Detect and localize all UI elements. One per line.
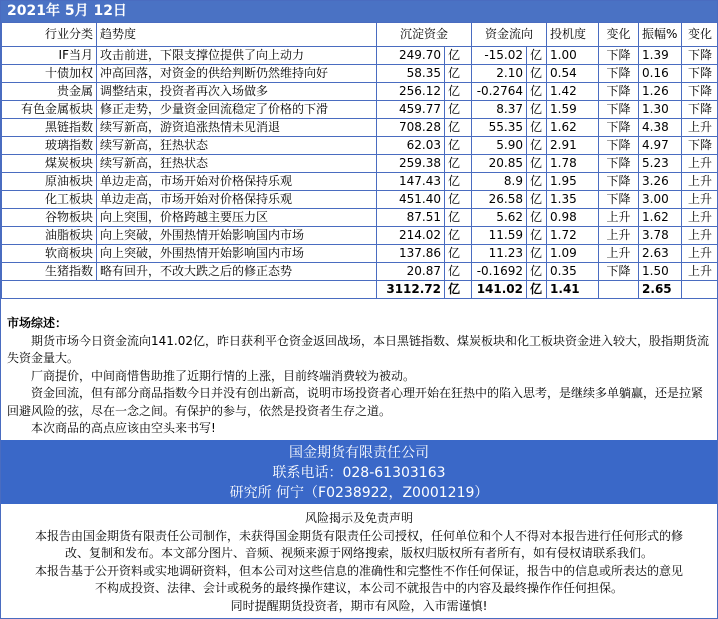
- flow-unit: 亿: [527, 119, 547, 137]
- disclaimer-title: 风险揭示及免责声明: [304, 511, 413, 525]
- change2-cell: 上升: [682, 155, 718, 173]
- amplitude-cell: 1.50: [639, 263, 682, 281]
- category-cell: 贵金属: [2, 83, 97, 101]
- trend-cell: 续写新高，狂热状态: [97, 137, 377, 155]
- speculation-cell: 0.35: [547, 263, 599, 281]
- company-researcher: 研究所 何宁（F0238922，Z0001219）: [229, 485, 489, 501]
- summary-label: 市场综述：: [7, 316, 68, 330]
- flow-cell: -15.02: [472, 47, 527, 65]
- change1-cell: 下降: [599, 119, 639, 137]
- capital-unit: 亿: [445, 83, 472, 101]
- category-cell: 原油板块: [2, 173, 97, 191]
- speculation-cell: 1.72: [547, 227, 599, 245]
- flow-cell: 2.10: [472, 65, 527, 83]
- change2-cell: 上升: [682, 245, 718, 263]
- trend-cell: 向上突破，外围热情开始影响国内市场: [97, 227, 377, 245]
- trend-cell: 续写新高，游资追涨热情未见消退: [97, 119, 377, 137]
- change1-cell: 下降: [599, 65, 639, 83]
- flow-cell: -0.2764: [472, 83, 527, 101]
- trend-cell: 续写新高，狂热状态: [97, 155, 377, 173]
- table-row: [2, 137, 718, 155]
- report-date-header: 2021年 5月 12日: [1, 1, 717, 22]
- category-cell: 化工板块: [2, 191, 97, 209]
- change1-cell: 下降: [599, 155, 639, 173]
- flow-unit: 亿: [527, 173, 547, 191]
- flow-unit: 亿: [527, 101, 547, 119]
- disclaimer-line: 同时提醒期货投资者，期市有风险，入市需谨慎!: [230, 598, 488, 613]
- amplitude-cell: 3.78: [639, 227, 682, 245]
- flow-cell: 26.58: [472, 191, 527, 209]
- change2-cell: 上升: [682, 209, 718, 227]
- capital-unit: 亿: [445, 209, 472, 227]
- flow-cell: 11.23: [472, 245, 527, 263]
- capital-cell: 249.70: [377, 47, 445, 65]
- capital-unit: 亿: [445, 155, 472, 173]
- speculation-cell: 1.59: [547, 101, 599, 119]
- trend-cell: 冲高回落，对资金的供给判断仍然维持向好: [97, 65, 377, 83]
- change1-cell: 上升: [599, 227, 639, 245]
- header-change2: 变化: [682, 23, 718, 47]
- flow-unit: 亿: [527, 191, 547, 209]
- capital-cell: 62.03: [377, 137, 445, 155]
- trend-cell: 单边走高，市场开始对价格保持乐观: [97, 191, 377, 209]
- category-cell: IF当月: [2, 47, 97, 65]
- capital-unit: 亿: [445, 263, 472, 281]
- category-cell: 煤炭板块: [2, 155, 97, 173]
- company-name: 国金期货有限责任公司: [289, 445, 429, 461]
- amplitude-cell: 5.23: [639, 155, 682, 173]
- change1-cell: 下降: [599, 173, 639, 191]
- table-row: [2, 263, 718, 281]
- table-row: [2, 173, 718, 191]
- table-row: [2, 209, 718, 227]
- trend-cell: 调整结束，投资者再次入场做多: [97, 83, 377, 101]
- trend-cell: 略有回升，不改大跌之后的修正态势: [97, 263, 377, 281]
- total-flow-unit: 亿: [527, 281, 547, 299]
- amplitude-cell: 1.26: [639, 83, 682, 101]
- change2-cell: 下降: [682, 47, 718, 65]
- total-capital: 3112.72: [377, 281, 445, 299]
- flow-cell: 20.85: [472, 155, 527, 173]
- flow-cell: 8.37: [472, 101, 527, 119]
- change1-cell: 下降: [599, 137, 639, 155]
- change1-cell: 下降: [599, 83, 639, 101]
- capital-unit: 亿: [445, 245, 472, 263]
- table-header-row: [2, 23, 718, 47]
- change2-cell: 上升: [682, 191, 718, 209]
- speculation-cell: 1.35: [547, 191, 599, 209]
- capital-cell: 256.12: [377, 83, 445, 101]
- table-row: [2, 47, 718, 65]
- speculation-cell: 1.62: [547, 119, 599, 137]
- summary-paragraph: 厂商提价，中间商惜售助推了近期行情的上涨，目前终端消费较为被动。: [31, 368, 416, 383]
- capital-unit: 亿: [445, 227, 472, 245]
- change2-cell: 上升: [682, 227, 718, 245]
- change1-cell: 下降: [599, 191, 639, 209]
- change2-cell: 下降: [682, 101, 718, 119]
- disclaimer: [1, 508, 717, 618]
- flow-cell: 5.90: [472, 137, 527, 155]
- trend-cell: 向上突破，外围热情开始影响国内市场: [97, 245, 377, 263]
- category-cell: 油脂板块: [2, 227, 97, 245]
- flow-unit: 亿: [527, 47, 547, 65]
- header-capital: 沉淀资金: [377, 23, 472, 47]
- speculation-cell: 1.42: [547, 83, 599, 101]
- disclaimer-line: 改、复制和发布。本文部分图片、音频、视频来源于网络搜索，版权归版权所有者所有，如有侵权请联系我们。: [64, 546, 653, 560]
- total-capital-unit: 亿: [445, 281, 472, 299]
- category-cell: 玻璃指数: [2, 137, 97, 155]
- company-phone: 联系电话：028-61303163: [272, 465, 446, 481]
- flow-unit: 亿: [527, 227, 547, 245]
- capital-unit: 亿: [445, 191, 472, 209]
- amplitude-cell: 3.26: [639, 173, 682, 191]
- flow-cell: 5.62: [472, 209, 527, 227]
- market-summary: [1, 312, 717, 440]
- change2-cell: 下降: [682, 83, 718, 101]
- change2-cell: 上升: [682, 263, 718, 281]
- change1-cell: 下降: [599, 263, 639, 281]
- flow-unit: 亿: [527, 263, 547, 281]
- speculation-cell: 0.98: [547, 209, 599, 227]
- capital-cell: 259.38: [377, 155, 445, 173]
- speculation-cell: 0.54: [547, 65, 599, 83]
- trend-cell: 修正走势，少量资金回流稳定了价格的下滑: [97, 101, 377, 119]
- change2-cell: 上升: [682, 119, 718, 137]
- disclaimer-line: 本报告由国金期货有限责任公司制作，未获得国金期货有限责任公司授权，任何单位和个人不得对本报告进行任何形式的修: [34, 528, 683, 543]
- header-change1: 变化: [599, 23, 639, 47]
- fund-flow-table: [1, 22, 718, 299]
- change2-cell: 上升: [682, 173, 718, 191]
- trend-cell: 向上突围，价格跨越主要压力区: [97, 209, 377, 227]
- total-change2-blank: [682, 281, 718, 299]
- capital-unit: 亿: [445, 119, 472, 137]
- capital-cell: 87.51: [377, 209, 445, 227]
- speculation-cell: 1.00: [547, 47, 599, 65]
- table-row: [2, 227, 718, 245]
- total-flow: 141.02: [472, 281, 527, 299]
- capital-unit: 亿: [445, 137, 472, 155]
- change2-cell: 下降: [682, 137, 718, 155]
- amplitude-cell: 4.97: [639, 137, 682, 155]
- speculation-cell: 1.09: [547, 245, 599, 263]
- summary-paragraph: 期货市场今日资金流向141.02亿，昨日获利平仓资金返回战场，本日黑链指数、煤炭板块和化工板块资金进入较大，股指期货流失资金量大。: [7, 333, 709, 365]
- trend-cell: 单边走高，市场开始对价格保持乐观: [97, 173, 377, 191]
- capital-cell: 451.40: [377, 191, 445, 209]
- flow-unit: 亿: [527, 155, 547, 173]
- summary-paragraph: 资金回流，但有部分商品指数今日并没有创出新高，说明市场投资者心理开始在狂热中的陷入思考，是继续多单躺赢，还是拉紧回避风险的弦，尽在一念之间。有保护的参与，依然是投资者生存之道。: [7, 386, 704, 418]
- capital-cell: 58.35: [377, 65, 445, 83]
- amplitude-cell: 0.16: [639, 65, 682, 83]
- flow-cell: 8.9: [472, 173, 527, 191]
- header-flow: 资金流向: [472, 23, 547, 47]
- table-row: [2, 245, 718, 263]
- flow-cell: -0.1692: [472, 263, 527, 281]
- capital-cell: 147.43: [377, 173, 445, 191]
- flow-unit: 亿: [527, 137, 547, 155]
- total-blank: [2, 281, 377, 299]
- totals-row: [2, 281, 718, 299]
- header-speculation: 投机度: [547, 23, 599, 47]
- change1-cell: 下降: [599, 101, 639, 119]
- change1-cell: 上升: [599, 245, 639, 263]
- disclaimer-line: 本报告基于公开资料或实地调研资料，但本公司对这些信息的准确性和完整性不作任何保证，报告中的信息或所表达的意见: [34, 563, 683, 578]
- table-row: [2, 101, 718, 119]
- capital-cell: 459.77: [377, 101, 445, 119]
- speculation-cell: 2.91: [547, 137, 599, 155]
- table-row: [2, 191, 718, 209]
- amplitude-cell: 4.38: [639, 119, 682, 137]
- capital-cell: 20.87: [377, 263, 445, 281]
- company-banner: [1, 440, 717, 504]
- flow-unit: 亿: [527, 209, 547, 227]
- header-trend: 趋势度: [97, 23, 377, 47]
- speculation-cell: 1.78: [547, 155, 599, 173]
- amplitude-cell: 1.62: [639, 209, 682, 227]
- table-row: [2, 83, 718, 101]
- capital-unit: 亿: [445, 173, 472, 191]
- header-category: 行业分类: [2, 23, 97, 47]
- change1-cell: 下降: [599, 47, 639, 65]
- capital-cell: 708.28: [377, 119, 445, 137]
- capital-cell: 137.86: [377, 245, 445, 263]
- disclaimer-line: 不构成投资、法律、会计或税务的最终操作建议，本公司不就报告中的内容及最终操作作任何担保。: [94, 581, 623, 595]
- header-amplitude: 振幅%: [639, 23, 682, 47]
- change2-cell: 下降: [682, 65, 718, 83]
- table-row: [2, 65, 718, 83]
- flow-cell: 55.35: [472, 119, 527, 137]
- total-speculation: 1.41: [547, 281, 599, 299]
- amplitude-cell: 2.63: [639, 245, 682, 263]
- capital-unit: 亿: [445, 65, 472, 83]
- flow-unit: 亿: [527, 245, 547, 263]
- category-cell: 谷物板块: [2, 209, 97, 227]
- summary-paragraph: 本次商品的高点应该由空头来书写!: [31, 421, 216, 435]
- category-cell: 黑链指数: [2, 119, 97, 137]
- flow-unit: 亿: [527, 65, 547, 83]
- total-change1-blank: [599, 281, 639, 299]
- flow-cell: 11.59: [472, 227, 527, 245]
- capital-unit: 亿: [445, 47, 472, 65]
- amplitude-cell: 1.30: [639, 101, 682, 119]
- amplitude-cell: 3.00: [639, 191, 682, 209]
- amplitude-cell: 1.39: [639, 47, 682, 65]
- category-cell: 软商板块: [2, 245, 97, 263]
- category-cell: 十债加权: [2, 65, 97, 83]
- table-row: [2, 155, 718, 173]
- total-amplitude: 2.65: [639, 281, 682, 299]
- speculation-cell: 1.95: [547, 173, 599, 191]
- table-row: [2, 119, 718, 137]
- flow-unit: 亿: [527, 83, 547, 101]
- change1-cell: 上升: [599, 209, 639, 227]
- capital-unit: 亿: [445, 101, 472, 119]
- category-cell: 生猪指数: [2, 263, 97, 281]
- trend-cell: 攻击前进，下限支撑位提供了向上动力: [97, 47, 377, 65]
- category-cell: 有色金属板块: [2, 101, 97, 119]
- capital-cell: 214.02: [377, 227, 445, 245]
